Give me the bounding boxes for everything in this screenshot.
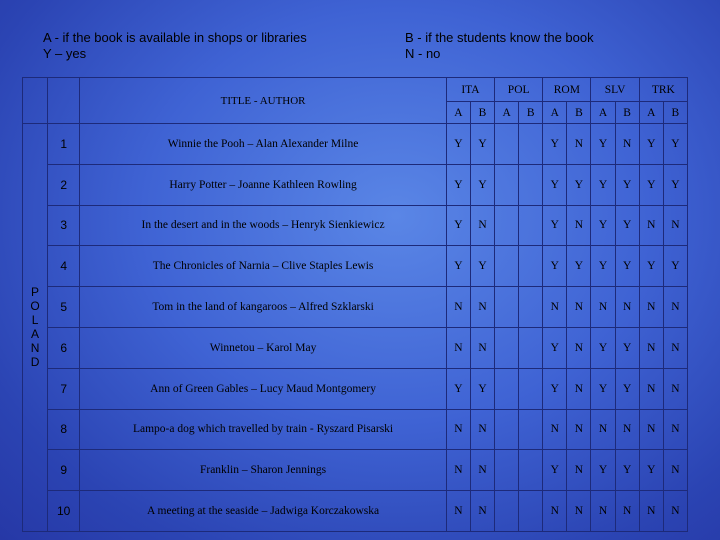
cell-pol-b (519, 205, 543, 246)
cell-pol-b (519, 287, 543, 328)
row-number: 5 (48, 287, 80, 328)
cell-rom-b: N (567, 205, 591, 246)
cell-rom-b: N (567, 368, 591, 409)
legend-a-line2: Y – yes (43, 46, 87, 61)
cell-pol-a (495, 124, 519, 165)
row-number: 6 (48, 327, 80, 368)
cell-rom-a: Y (543, 246, 567, 287)
row-number: 9 (48, 450, 80, 491)
cell-pol-a (495, 246, 519, 287)
cell-rom-a: N (543, 491, 567, 532)
cell-ita-a: Y (446, 246, 470, 287)
cell-slv-a: Y (591, 205, 615, 246)
table-row (23, 327, 688, 368)
book-title-author: Winnetou – Karol May (80, 327, 447, 368)
legend-b (405, 30, 594, 62)
row-number: 2 (48, 164, 80, 205)
cell-trk-b: N (663, 450, 687, 491)
country-letter: O (30, 299, 40, 314)
cell-pol-b (519, 124, 543, 165)
number-header (48, 78, 80, 124)
sub-header-b: B (615, 102, 639, 124)
cell-ita-b: N (470, 409, 494, 450)
country-letter: D (30, 355, 40, 370)
cell-trk-a: N (639, 205, 663, 246)
cell-slv-b: Y (615, 205, 639, 246)
cell-trk-b: Y (663, 124, 687, 165)
book-title-author: A meeting at the seaside – Jadwiga Korczakowska (80, 491, 447, 532)
cell-ita-b: Y (470, 246, 494, 287)
cell-rom-b: N (567, 491, 591, 532)
cell-ita-b: N (470, 450, 494, 491)
country-label-poland (23, 124, 48, 532)
cell-rom-a: N (543, 409, 567, 450)
cell-ita-a: Y (446, 205, 470, 246)
book-title-author: Harry Potter – Joanne Kathleen Rowling (80, 164, 447, 205)
title-author-header: TITLE - AUTHOR (80, 78, 447, 124)
cell-slv-b: N (615, 124, 639, 165)
cell-rom-a: Y (543, 450, 567, 491)
cell-rom-b: N (567, 450, 591, 491)
row-number: 1 (48, 124, 80, 165)
cell-rom-b: Y (567, 164, 591, 205)
cell-trk-a: N (639, 491, 663, 532)
cell-ita-a: N (446, 491, 470, 532)
country-letter: P (31, 285, 40, 300)
cell-trk-a: Y (639, 450, 663, 491)
cell-rom-a: Y (543, 164, 567, 205)
sub-header-b: B (470, 102, 494, 124)
cell-ita-a: N (446, 409, 470, 450)
cell-slv-a: Y (591, 450, 615, 491)
cell-pol-b (519, 164, 543, 205)
corner-cell (23, 78, 48, 124)
cell-trk-b: N (663, 491, 687, 532)
table-row (23, 491, 688, 532)
sub-header-b: B (519, 102, 543, 124)
cell-ita-a: N (446, 450, 470, 491)
book-title-author: Ann of Green Gables – Lucy Maud Montgomery (80, 368, 447, 409)
cell-trk-a: Y (639, 246, 663, 287)
country-letter: L (31, 313, 39, 328)
book-title-author: Winnie the Pooh – Alan Alexander Milne (80, 124, 447, 165)
cell-rom-b: N (567, 124, 591, 165)
cell-ita-a: Y (446, 124, 470, 165)
legend-a-line1: A - if the book is available in shops or libraries (43, 30, 307, 45)
cell-rom-b: N (567, 409, 591, 450)
cell-trk-b: N (663, 287, 687, 328)
sub-header-b: B (663, 102, 687, 124)
sub-header-a: A (495, 102, 519, 124)
lang-header-trk: TRK (639, 78, 687, 102)
cell-slv-a: N (591, 491, 615, 532)
cell-pol-a (495, 164, 519, 205)
sub-header-b: B (567, 102, 591, 124)
lang-header-rom: ROM (543, 78, 591, 102)
table-row (23, 287, 688, 328)
book-title-author: Franklin – Sharon Jennings (80, 450, 447, 491)
cell-trk-a: N (639, 368, 663, 409)
cell-slv-a: Y (591, 327, 615, 368)
table-row (23, 409, 688, 450)
cell-slv-b: N (615, 491, 639, 532)
cell-rom-a: Y (543, 327, 567, 368)
cell-rom-a: Y (543, 205, 567, 246)
cell-trk-a: N (639, 409, 663, 450)
cell-slv-b: Y (615, 368, 639, 409)
cell-ita-a: Y (446, 368, 470, 409)
cell-ita-a: N (446, 287, 470, 328)
cell-ita-b: Y (470, 368, 494, 409)
book-title-author: In the desert and in the woods – Henryk Sienkiewicz (80, 205, 447, 246)
row-number: 8 (48, 409, 80, 450)
row-number: 4 (48, 246, 80, 287)
sub-header-a: A (591, 102, 615, 124)
cell-slv-a: Y (591, 246, 615, 287)
cell-slv-a: N (591, 409, 615, 450)
cell-trk-a: N (639, 327, 663, 368)
book-title-author: Lampo-a dog which travelled by train - Ryszard Pisarski (80, 409, 447, 450)
cell-slv-a: Y (591, 124, 615, 165)
cell-rom-b: Y (567, 246, 591, 287)
cell-rom-a: Y (543, 124, 567, 165)
legend-a (43, 30, 307, 62)
cell-trk-a: N (639, 287, 663, 328)
cell-rom-b: N (567, 327, 591, 368)
cell-ita-b: N (470, 327, 494, 368)
legend-b-line2: N - no (405, 46, 441, 61)
book-title-author: Tom in the land of kangaroos – Alfred Szklarski (80, 287, 447, 328)
legend-b-line1: B - if the students know the book (405, 30, 594, 45)
cell-pol-b (519, 368, 543, 409)
table-row (23, 450, 688, 491)
country-letter: N (30, 341, 40, 356)
cell-pol-a (495, 450, 519, 491)
cell-pol-b (519, 491, 543, 532)
country-letter: A (31, 327, 40, 342)
cell-slv-b: N (615, 287, 639, 328)
row-number: 7 (48, 368, 80, 409)
cell-pol-a (495, 287, 519, 328)
lang-header-slv: SLV (591, 78, 639, 102)
cell-trk-b: N (663, 327, 687, 368)
table-row (23, 124, 688, 165)
table-row (23, 164, 688, 205)
cell-slv-b: Y (615, 327, 639, 368)
cell-slv-a: N (591, 287, 615, 328)
sub-header-a: A (639, 102, 663, 124)
cell-pol-b (519, 409, 543, 450)
row-number: 10 (48, 491, 80, 532)
cell-ita-b: N (470, 287, 494, 328)
table-row (23, 205, 688, 246)
cell-trk-b: N (663, 205, 687, 246)
cell-ita-a: Y (446, 164, 470, 205)
cell-slv-a: Y (591, 164, 615, 205)
cell-pol-a (495, 205, 519, 246)
cell-slv-b: Y (615, 246, 639, 287)
cell-pol-a (495, 327, 519, 368)
cell-pol-b (519, 327, 543, 368)
table-row (23, 368, 688, 409)
books-table (22, 77, 688, 532)
lang-header-ita: ITA (446, 78, 494, 102)
cell-pol-a (495, 491, 519, 532)
cell-pol-b (519, 450, 543, 491)
sub-header-a: A (446, 102, 470, 124)
cell-trk-b: N (663, 409, 687, 450)
cell-slv-b: Y (615, 450, 639, 491)
cell-pol-b (519, 246, 543, 287)
row-number: 3 (48, 205, 80, 246)
cell-trk-a: Y (639, 124, 663, 165)
cell-slv-b: N (615, 409, 639, 450)
cell-slv-b: Y (615, 164, 639, 205)
cell-trk-b: Y (663, 164, 687, 205)
cell-trk-a: Y (639, 164, 663, 205)
table-row (23, 246, 688, 287)
cell-ita-b: N (470, 491, 494, 532)
cell-slv-a: Y (591, 368, 615, 409)
cell-rom-a: Y (543, 368, 567, 409)
cell-ita-a: N (446, 327, 470, 368)
cell-ita-b: Y (470, 124, 494, 165)
cell-ita-b: N (470, 205, 494, 246)
header-row-languages (23, 78, 688, 102)
cell-rom-a: N (543, 287, 567, 328)
cell-trk-b: Y (663, 246, 687, 287)
lang-header-pol: POL (495, 78, 543, 102)
cell-pol-a (495, 409, 519, 450)
cell-pol-a (495, 368, 519, 409)
cell-ita-b: Y (470, 164, 494, 205)
sub-header-a: A (543, 102, 567, 124)
book-title-author: The Chronicles of Narnia – Clive Staples Lewis (80, 246, 447, 287)
cell-rom-b: N (567, 287, 591, 328)
cell-trk-b: N (663, 368, 687, 409)
